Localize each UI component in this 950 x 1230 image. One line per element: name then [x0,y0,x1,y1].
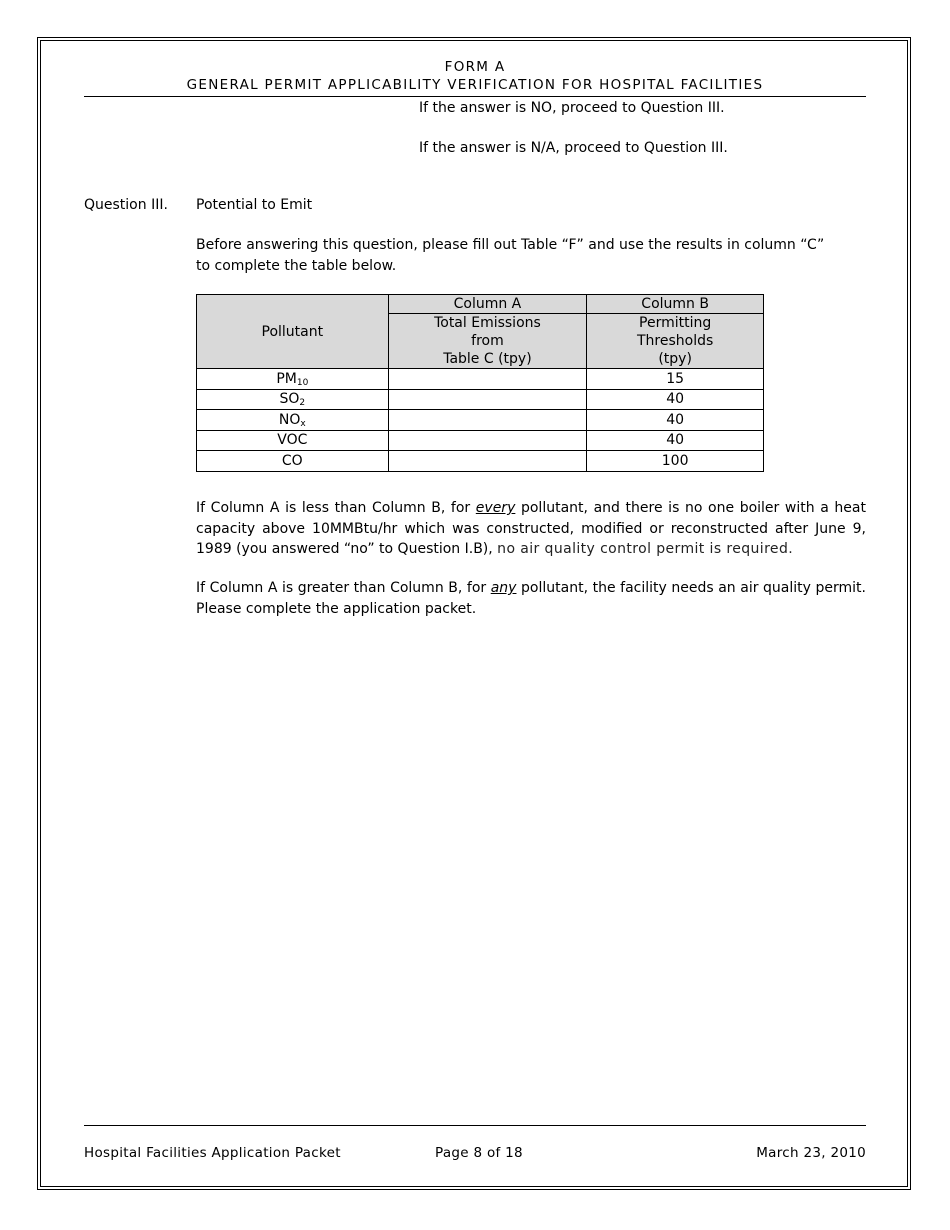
table-row [197,451,764,472]
paragraph-text: If Column A is less than Column B, for [196,500,476,516]
paragraph-less-than [196,498,866,560]
footer-page-number: Page 8 of 18 [435,1145,523,1161]
form-label: FORM A [444,59,506,75]
header-divider [84,96,866,97]
footer-packet-title: Hospital Facilities Application Packet [84,1145,341,1161]
instruction-no: If the answer is NO, proceed to Question III. [419,100,725,116]
column-b-desc-line: Permitting [639,315,712,331]
footer-date: March 23, 2010 [756,1145,866,1161]
question-intro-line1: Before answering this question, please fill out Table “F” and use the results in column “C” [196,237,825,253]
pollutant-cell: $PM_{10}$ [197,369,389,390]
pollutant-cell: CO [197,451,389,472]
column-b-desc-line: Thresholds [636,333,714,349]
column-b-cell: 40 [587,389,764,410]
column-a-cell[interactable] [388,389,587,410]
column-a-desc-line: from [471,333,504,349]
column-a-cell[interactable] [388,369,587,390]
paragraph-text: pollutant, the facility needs an air quality permit. Please complete the application packet. [196,580,866,617]
table-row [197,410,764,431]
column-a-label: Column A [388,295,587,314]
column-b-cell: 40 [587,410,764,431]
pollutant-header: Pollutant [197,295,389,369]
column-a-description [388,314,587,369]
pollutant-cell: VOC [197,430,389,451]
column-b-cell: 15 [587,369,764,390]
question-title: Potential to Emit [196,197,313,213]
emphasis-any: any [490,580,517,596]
table-row [197,389,764,410]
table-row [197,430,764,451]
column-b-description [587,314,764,369]
paragraph-text: If Column A is greater than Column B, for [196,580,491,596]
column-b-label: Column B [587,295,764,314]
question-number: Question III. [84,197,168,213]
page-header [84,58,866,94]
question-intro-line2: to complete the table below. [196,258,397,274]
column-a-cell[interactable] [388,451,587,472]
instruction-na: If the answer is N/A, proceed to Question III. [419,140,728,156]
footer-divider [84,1125,866,1126]
column-b-cell: 40 [587,430,764,451]
emissions-table [196,294,764,472]
form-title: GENERAL PERMIT APPLICABILITY VERIFICATION FOR HOSPITAL FACILITIES [186,77,764,93]
column-a-cell[interactable] [388,430,587,451]
paragraph-conclusion: no air quality control permit is required. [497,541,794,557]
emphasis-every: every [475,500,516,516]
column-b-cell: 100 [587,451,764,472]
pollutant-cell: $NO_x$ [197,410,389,431]
column-a-desc-line: Total Emissions [434,315,541,331]
column-b-desc-line: (tpy) [658,351,692,367]
pollutant-cell: $SO_2$ [197,389,389,410]
table-row [197,369,764,390]
paragraph-greater-than [196,578,866,619]
column-a-desc-line: Table C (tpy) [443,351,532,367]
column-a-cell[interactable] [388,410,587,431]
paragraph-text: pollutant, and there is no one boiler with a heat capacity above 10MMBtu/hr which was constructed, modified or reconstructed after June 9, 1989 (you answered “no” to Question I.B), [196,500,866,557]
